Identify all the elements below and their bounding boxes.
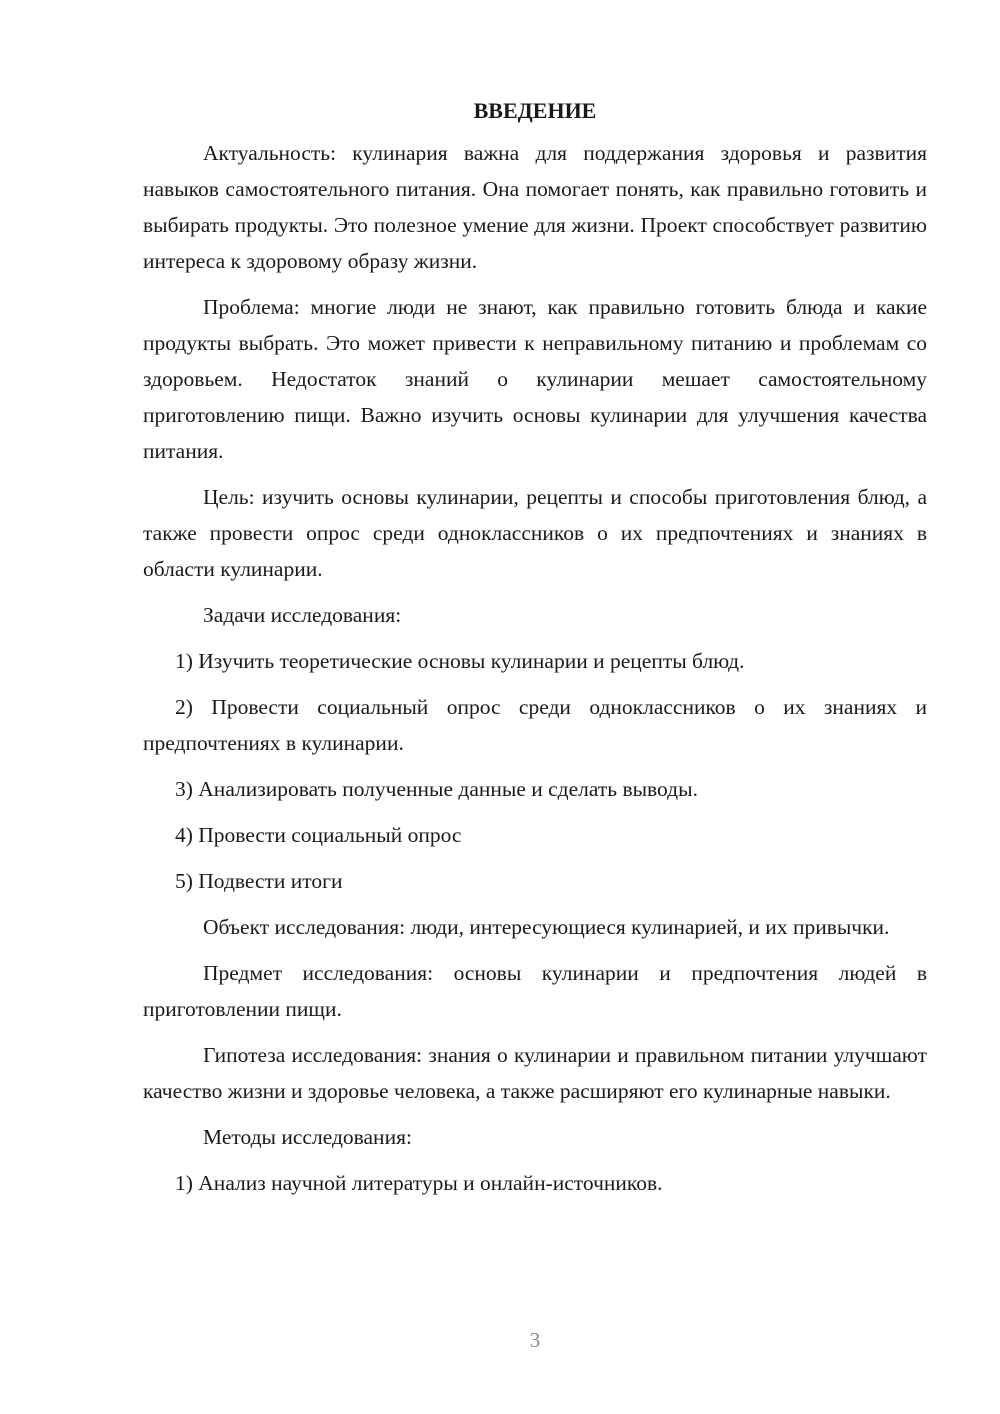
problem-paragraph: Проблема: многие люди не знают, как правильно готовить блюда и какие продукты выбрать. Это может привести к неправильному питанию и проблемам со здоровьем. Недостаток знаний о кулинарии мешает самостоятельному приготовлению пищи. Важно изучить основы кулинарии для улучшения качества питания. xyxy=(143,295,927,463)
document-page xyxy=(143,95,927,1211)
page-number: 3 xyxy=(529,1328,541,1352)
task-item: 3) Анализировать полученные данные и сделать выводы. xyxy=(175,777,698,801)
task-item: 1) Изучить теоретические основы кулинарии и рецепты блюд. xyxy=(175,649,745,673)
task-item: 4) Провести социальный опрос xyxy=(175,823,462,847)
object-paragraph: Объект исследования: люди, интересующиеся кулинарией, и их привычки. xyxy=(203,915,890,939)
method-item: 1) Анализ научной литературы и онлайн-источников. xyxy=(175,1171,663,1195)
task-item: 5) Подвести итоги xyxy=(175,869,343,893)
goal-paragraph: Цель: изучить основы кулинарии, рецепты и способы приготовления блюд, а также провести опрос среди одноклассников о их предпочтениях и знаниях в области кулинарии. xyxy=(143,485,927,581)
tasks-label: Задачи исследования: xyxy=(203,603,402,627)
section-heading: ВВЕДЕНИЕ xyxy=(473,98,597,123)
hypothesis-paragraph: Гипотеза исследования: знания о кулинарии и правильном питании улучшают качество жизни и здоровье человека, а также расширяют его кулинарные навыки. xyxy=(143,1043,927,1103)
subject-paragraph: Предмет исследования: основы кулинарии и предпочтения людей в приготовлении пищи. xyxy=(143,961,927,1021)
relevance-paragraph: Актуальность: кулинария важна для поддержания здоровья и развития навыков самостоятельного питания. Она помогает понять, как правильно готовить и выбирать продукты. Это полезное умение для жизни. Проект способствует развитию интереса к здоровому образу жизни. xyxy=(143,141,927,273)
methods-label: Методы исследования: xyxy=(203,1125,412,1149)
task-item: 2) Провести социальный опрос среди одноклассников о их знаниях и предпочтениях в кулинарии. xyxy=(143,695,927,755)
